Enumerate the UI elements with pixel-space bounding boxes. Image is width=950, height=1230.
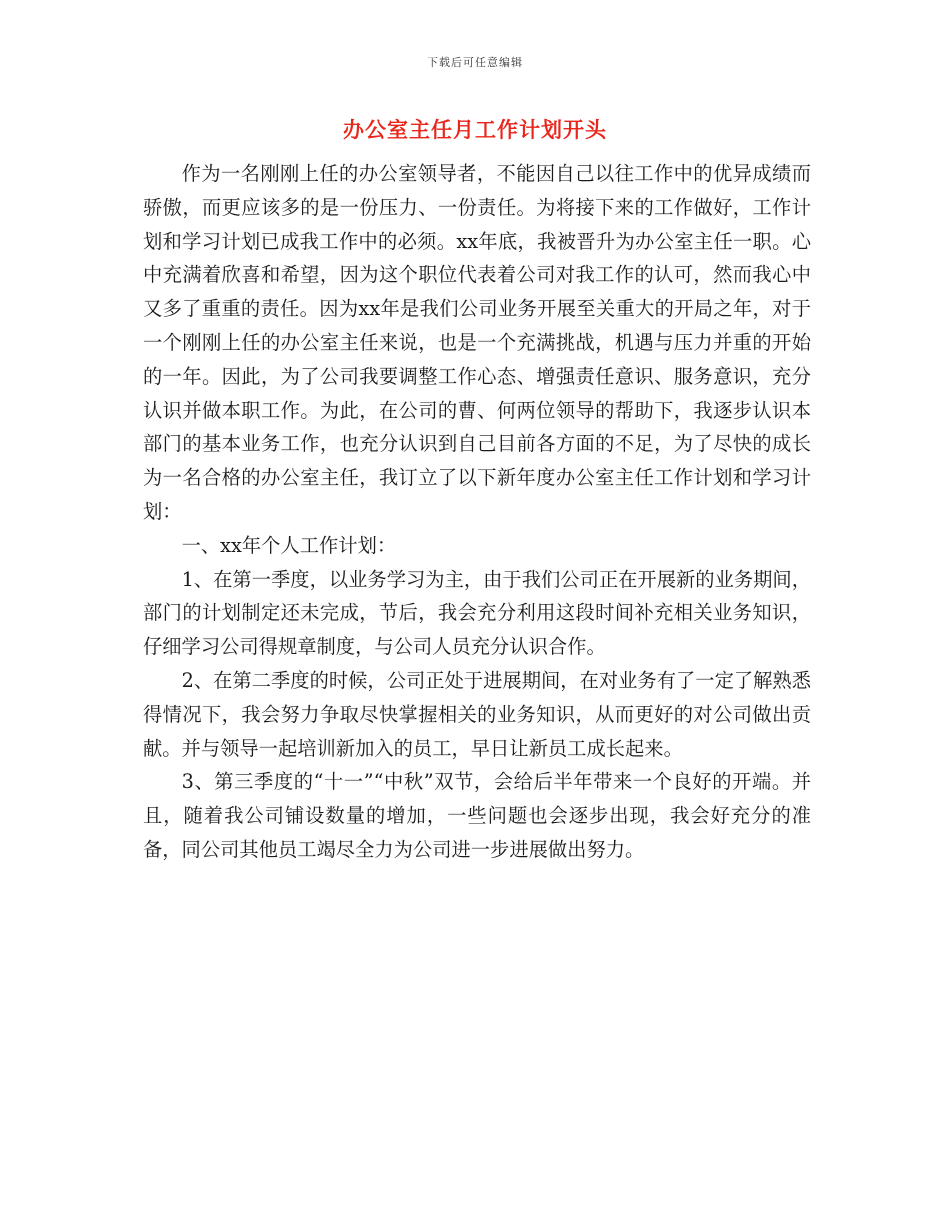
paragraph-intro: 作为一名刚刚上任的办公室领导者，不能因自己以往工作中的优异成绩而骄傲，而更应该多的是一份压力、一份责任。为将接下来的工作做好，工作计划和学习计划已成我工作中的必须。xx年底，我被晋升为办公室主任一职。心中充满着欣喜和希望，因为这个职位代表着公司对我工作的认可，然而我心中又多了重重的责任。因为xx年是我们公司业务开展至关重大的开局之年，对于一个刚刚上任的办公室主任来说，也是一个充满挑战，机遇与压力并重的开始的一年。因此，为了公司我要调整工作心态、增强责任意识、服务意识，充分认识并做本职工作。为此，在公司的曹、何两位领导的帮助下，我逐步认识本部门的基本业务工作，也充分认识到自己目前各方面的不足，为了尽快的成长为一名合格的办公室主任，我订立了以下新年度办公室主任工作计划和学习计划： xyxy=(143,162,811,523)
document-body xyxy=(143,157,811,867)
document-title: 办公室主任月工作计划开头 xyxy=(343,117,607,142)
paragraph-q3: 3、第三季度的“十一”“中秋”双节，会给后半年带来一个良好的开端。并且，随着我公司铺设数量的增加，一些问题也会逐步出现，我会好充分的准备，同公司其他员工竭尽全力为公司进一步进展做出努力。 xyxy=(143,770,811,861)
header-note: 下载后可任意编辑 xyxy=(427,56,523,69)
paragraph-section-heading: 一、xx年个人工作计划： xyxy=(181,533,397,557)
paragraph-q2: 2、在第二季度的时候，公司正处于进展期间，在对业务有了一定了解熟悉得情况下，我会努力争取尽快掌握相关的业务知识，从而更好的对公司做出贡献。并与领导一起培训新加入的员工，早日让新员工成长起来。 xyxy=(143,668,811,760)
paragraph-q1: 1、在第一季度，以业务学习为主，由于我们公司正在开展新的业务期间，部门的计划制定还未完成，节后，我会充分利用这段时间补充相关业务知识，仔细学习公司得规章制度，与公司人员充分认识合作。 xyxy=(143,567,811,659)
